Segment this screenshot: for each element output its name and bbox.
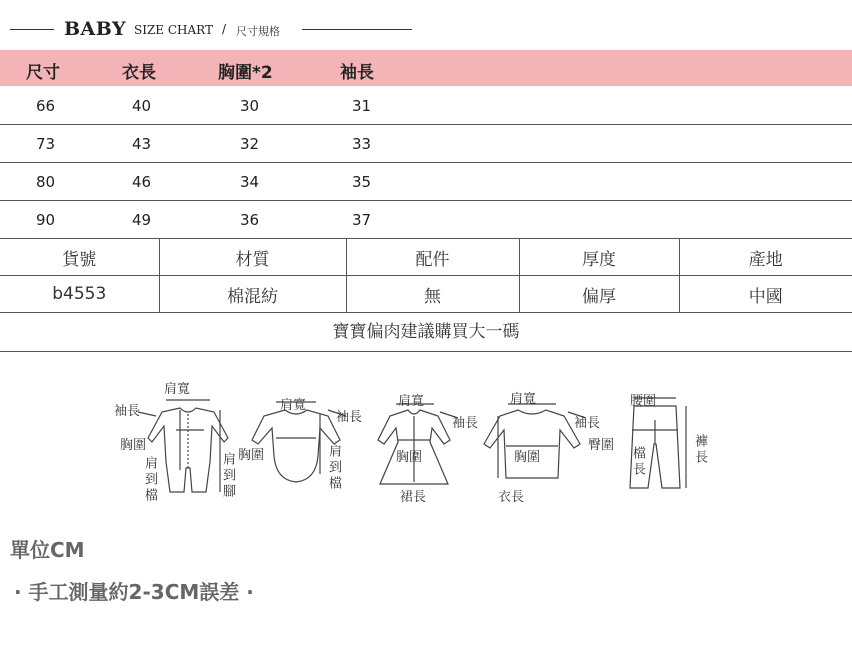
bodysuit-shoulder-crotch-label: 肩到檔 (326, 444, 341, 492)
table-row (0, 201, 852, 239)
romper-shoulder-foot-label: 肩到腳 (220, 452, 235, 500)
dress-chest-label: 胸圍 (396, 450, 423, 465)
cell-length: 40 (132, 97, 152, 115)
info-header-material: 材質 (159, 239, 346, 276)
pants-waist-label: 腰圍 (630, 394, 657, 409)
table-row (0, 125, 852, 163)
header-rule-right (302, 29, 412, 30)
product-info-table (0, 238, 852, 313)
pants-hip-label: 臀圍 (588, 438, 615, 453)
brand-title: BABY (64, 18, 127, 40)
bodysuit-chest-label: 胸圍 (238, 448, 265, 463)
col-header-length: 衣長 (122, 63, 156, 83)
unit-note: 單位CM (10, 538, 85, 562)
top-shoulder-label: 肩寬 (510, 392, 537, 407)
col-header-size: 尺寸 (26, 63, 60, 83)
romper-sleeve-label: 袖長 (114, 404, 141, 419)
info-header-thickness: 厚度 (519, 239, 679, 276)
header-slash: / (222, 22, 227, 36)
info-origin: 中國 (679, 276, 852, 313)
cell-size: 80 (36, 173, 56, 191)
cell-sleeve: 31 (352, 97, 372, 115)
dress-skirt-length-label: 裙長 (400, 490, 427, 505)
pants-length-label: 褲長 (692, 434, 707, 466)
cell-sleeve: 35 (352, 173, 372, 191)
cell-sleeve: 33 (352, 135, 372, 153)
info-header-origin: 產地 (679, 239, 852, 276)
cell-size: 66 (36, 97, 56, 115)
cell-length: 49 (132, 211, 152, 229)
info-value-row (0, 276, 852, 313)
cell-chest: 34 (240, 173, 260, 191)
romper-shoulder-crotch-label: 肩到檔 (142, 456, 157, 504)
cell-length: 46 (132, 173, 152, 191)
info-item-no: b4553 (0, 276, 159, 313)
col-header-sleeve: 袖長 (340, 63, 374, 83)
bodysuit-shoulder-label: 肩寬 (280, 398, 307, 413)
cell-chest: 32 (240, 135, 260, 153)
size-table-header (0, 50, 852, 86)
dress-illustration (378, 404, 458, 484)
top-sleeve-label: 袖長 (574, 416, 601, 431)
header-rule-left (10, 29, 54, 30)
cell-size: 73 (36, 135, 56, 153)
header-chinese-title: 尺寸規格 (236, 25, 280, 38)
cell-chest: 36 (240, 211, 260, 229)
size-chart-header (10, 18, 430, 42)
info-header-item-no: 貨號 (0, 239, 159, 276)
dress-sleeve-label: 袖長 (452, 416, 479, 431)
cell-length: 43 (132, 135, 152, 153)
table-row (0, 163, 852, 201)
header-subtitle: SIZE CHART (134, 23, 214, 37)
cell-size: 90 (36, 211, 56, 229)
info-header-row (0, 239, 852, 276)
top-chest-label: 胸圍 (514, 450, 541, 465)
measurement-error-note: · 手工測量約2-3CM誤差 · (14, 580, 254, 604)
dress-shoulder-label: 肩寬 (398, 394, 425, 409)
romper-shoulder-label: 肩寬 (164, 382, 191, 397)
sizing-advice-note: 寶寶偏肉建議購買大一碼 (0, 313, 852, 352)
pants-crotch-label: 檔長 (630, 446, 645, 478)
cell-chest: 30 (240, 97, 260, 115)
info-thickness: 偏厚 (519, 276, 679, 313)
romper-chest-label: 胸圍 (120, 438, 147, 453)
measurement-diagrams (100, 370, 720, 520)
info-header-accessory: 配件 (346, 239, 519, 276)
table-row (0, 87, 852, 125)
cell-sleeve: 37 (352, 211, 372, 229)
info-accessory: 無 (346, 276, 519, 313)
top-length-label: 衣長 (498, 490, 525, 505)
top-illustration (484, 404, 586, 478)
col-header-chest: 胸圍*2 (218, 63, 273, 83)
bodysuit-sleeve-label: 袖長 (336, 410, 363, 425)
info-material: 棉混紡 (159, 276, 346, 313)
